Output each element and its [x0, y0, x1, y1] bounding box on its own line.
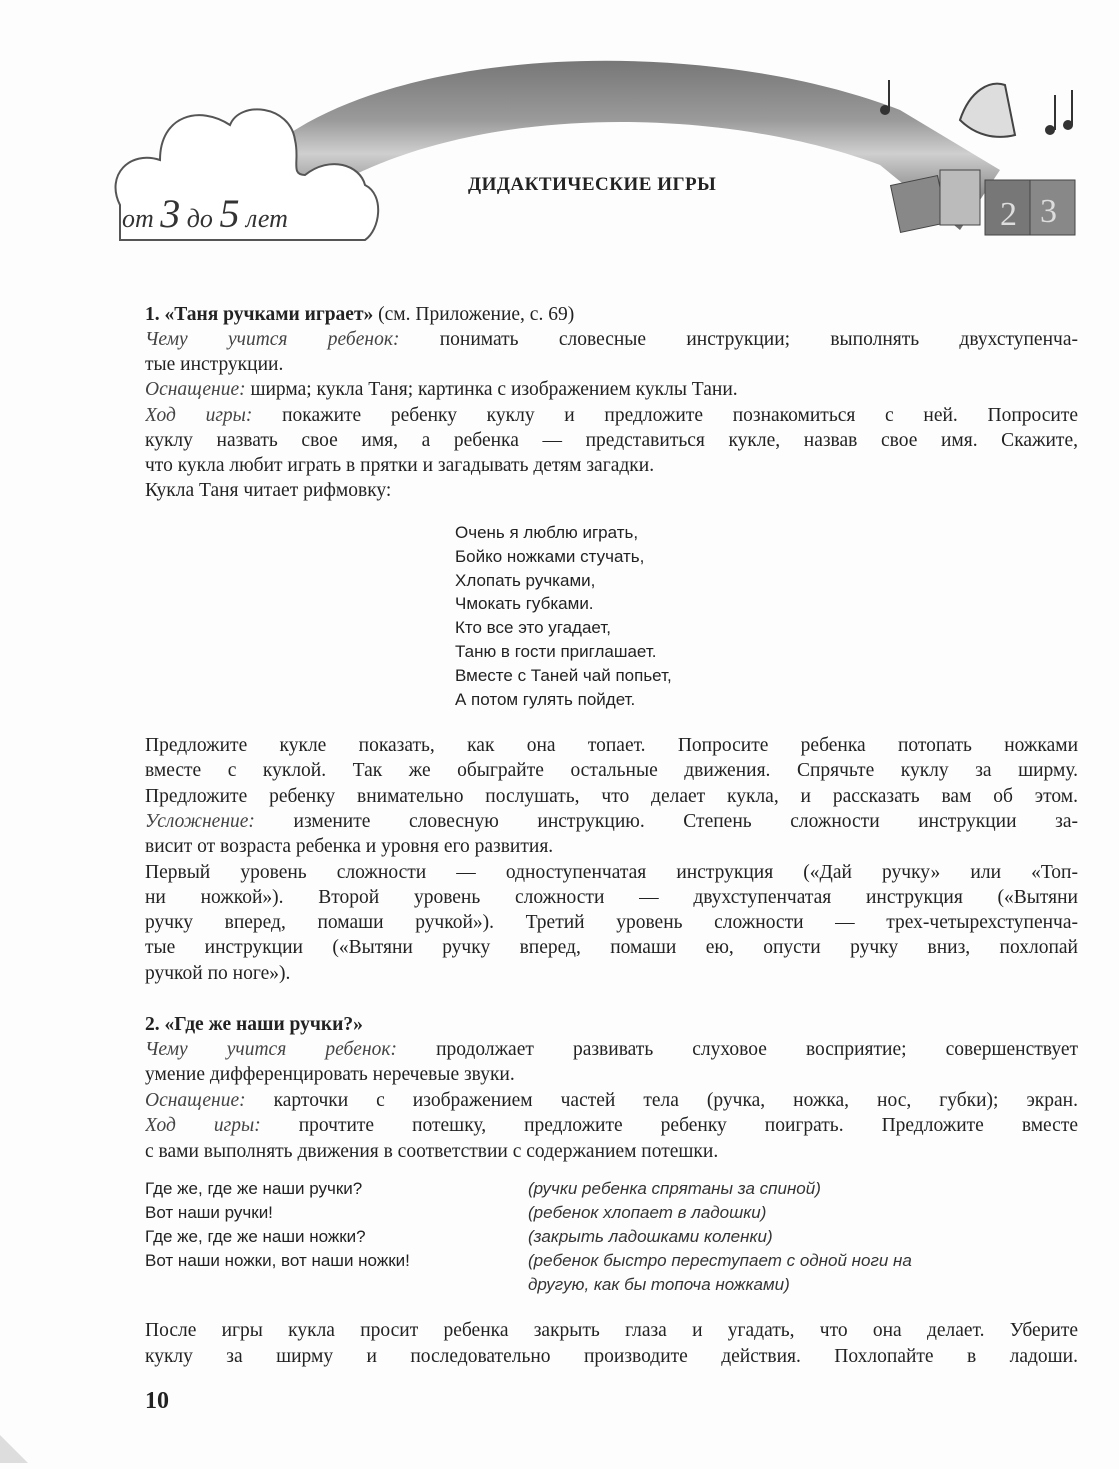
paragraph-label: Усложнение:	[145, 810, 255, 832]
paragraph-text: Предложите кукле показать, как она топает. Попросите ребенка потопать ножками	[145, 735, 1078, 756]
paragraph-text: прочтите потешку, предложите ребенку поиграть. Предложите вместе	[260, 1115, 1078, 1137]
paragraph-text: понимать словесные инструкции; выполнять двухступенча-	[399, 329, 1078, 350]
paragraph-label: Оснащение:	[145, 379, 246, 401]
text-line	[145, 810, 1078, 834]
text-line	[145, 404, 1078, 428]
paragraph-text: что кукла любит играть в прятки и загадывать детям загадки.	[145, 455, 655, 476]
text-line	[145, 886, 1078, 910]
paragraph-text: ручкой по ноге»).	[145, 962, 291, 984]
text-line	[145, 429, 1078, 453]
paragraph-text: тые инструкции.	[145, 354, 284, 376]
poem-line: Кто все это угадает,	[455, 618, 611, 638]
poem-line: Таню в гости приглашает.	[455, 642, 657, 661]
paragraph-text: висит от возраста ребенка и уровня его развития.	[145, 836, 554, 858]
paragraph-label: Оснащение:	[145, 1089, 246, 1111]
text-line	[145, 1140, 1078, 1164]
text-line	[145, 936, 1078, 960]
text-line	[145, 1089, 1078, 1113]
page-number: 10	[145, 1388, 169, 1414]
paragraph-label: Ход игры:	[145, 404, 253, 426]
poem-line: Очень я люблю играть,	[455, 523, 639, 542]
paragraph-text: карточки с изображением частей тела (ручка, ножка, нос, губки); экран.	[245, 1089, 1078, 1111]
text-line	[145, 328, 1078, 352]
text-line	[145, 353, 1078, 377]
rhyme-action: другую, как бы топоча ножками)	[528, 1275, 790, 1294]
text-line	[145, 1345, 1078, 1369]
text-line	[145, 785, 1078, 809]
paragraph-text: вместе с куклой. Так же обыграйте остальные движения. Спрячьте куклу за ширму.	[145, 760, 1078, 782]
paragraph-text: куклу за ширму и последовательно производите действия. Похлопайте в ладоши.	[145, 1345, 1078, 1367]
paragraph-label: Чему учится ребенок:	[145, 1039, 397, 1060]
paragraph-text: ни ножкой»). Второй уровень сложности — двухступенчатая инструкция («Вытяни	[145, 886, 1078, 908]
text-line	[145, 861, 1078, 885]
section-title: ДИДАКТИЧЕСКИЕ ИГРЫ	[468, 174, 717, 195]
paragraph-text: покажите ребенку куклу и предложите познакомиться с ней. Попросите	[252, 404, 1078, 426]
text-line	[145, 1063, 1078, 1087]
game-1-heading: 1. «Таня ручками играет» (см. Приложение, с. 69)	[145, 304, 575, 325]
paragraph-text: с вами выполнять движения в соответствии с содержанием потешки.	[145, 1140, 719, 1162]
text-line	[145, 479, 1078, 503]
game-2-heading: 2. «Где же наши ручки?»	[145, 1014, 363, 1035]
poem-line: Бойко ножками стучать,	[455, 546, 645, 566]
rhyme-action: (ребенок хлопает в ладошки)	[528, 1203, 767, 1222]
poem-line: Хлопать ручками,	[455, 570, 596, 590]
page-corner	[0, 1435, 28, 1463]
paragraph-text: умение дифференцировать неречевые звуки.	[145, 1064, 515, 1086]
svg-text:2: 2	[1000, 196, 1017, 233]
text-line	[145, 1038, 1078, 1062]
paragraph-text: измените словесную инструкцию. Степень сложности инструкции за-	[254, 810, 1078, 832]
text-line	[145, 378, 1078, 402]
paragraph-label: Ход игры:	[145, 1115, 261, 1137]
poem-line: Чмокать губками.	[455, 594, 594, 614]
paragraph-text: Кукла Таня читает рифмовку:	[145, 480, 392, 502]
rhyme-action: (ребенок быстро переступает с одной ноги на	[528, 1251, 912, 1270]
rainbow-arc	[280, 61, 1000, 230]
text-line	[145, 911, 1078, 935]
paragraph-text: продолжает развивать слуховое восприятие; совершенствует	[397, 1039, 1078, 1060]
rhyme-verse: Где же, где же наши ножки?	[145, 1227, 366, 1246]
paragraph-label: Чему учится ребенок:	[145, 329, 400, 350]
text-line	[145, 962, 1078, 986]
rhyme-verse: Где же, где же наши ручки?	[145, 1179, 363, 1198]
paragraph-text: ручку вперед, помаши ручкой»). Третий уровень сложности — трех-четырехступенча-	[145, 912, 1078, 934]
paragraph-text: ширма; кукла Таня; картинка с изображением куклы Тани.	[245, 379, 738, 401]
paragraph-text: Предложите ребенку внимательно послушать, что делает кукла, и рассказать вам об этом.	[145, 785, 1078, 807]
paragraph-text: Первый уровень сложности — одноступенчатая инструкция («Дай ручку» или «Топ-	[145, 861, 1078, 883]
bell-icon	[960, 84, 1015, 137]
text-line	[145, 835, 1078, 859]
paragraph-text: тые инструкции («Вытяни ручку вперед, помаши ею, опусти ручку вниз, похлопай	[145, 937, 1078, 959]
rhyme-verse: Вот наши ручки!	[145, 1203, 273, 1222]
text-line	[145, 734, 1078, 758]
text-line	[145, 1114, 1078, 1138]
age-range-label: от 3 до 5 лет	[122, 191, 288, 236]
poem-line: Вместе с Таней чай попьет,	[455, 665, 672, 685]
rhyme-action: (закрыть ладошками коленки)	[528, 1227, 773, 1246]
text-line	[145, 759, 1078, 783]
text-line	[145, 1319, 1078, 1343]
poem-line: А потом гулять пойдет.	[455, 689, 636, 709]
paragraph-text: куклу назвать свое имя, а ребенка — представиться кукле, назвав свое имя. Скажите,	[145, 429, 1078, 451]
rhyme-verse: Вот наши ножки, вот наши ножки!	[145, 1251, 410, 1270]
svg-text:3: 3	[1040, 193, 1057, 230]
text-line	[145, 454, 1078, 478]
rhyme-action: (ручки ребенка спрятаны за спиной)	[528, 1179, 821, 1198]
paragraph-text: После игры кукла просит ребенка закрыть глаза и угадать, что она делает. Уберите	[145, 1320, 1078, 1341]
